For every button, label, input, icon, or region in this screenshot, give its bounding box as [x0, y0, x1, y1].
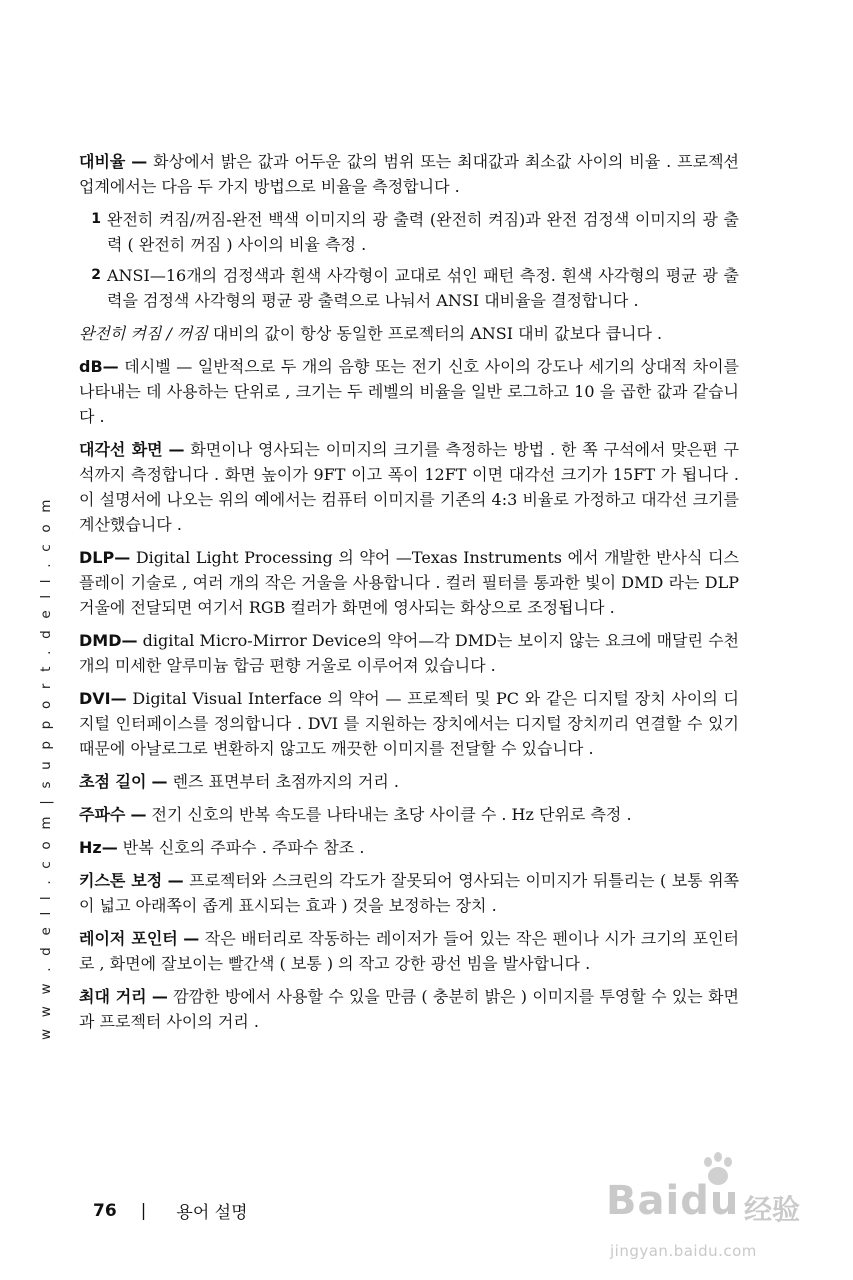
term-contrast: 대비율	[79, 152, 126, 171]
definition-keystone: 프로젝터와 스크린의 각도가 잘못되어 영사되는 이미지가 뒤틀리는 ( 보통 위쪽이 넓고 아래쪽이 좁게 표시되는 효과 ) 것을 보정하는 장치 .	[79, 871, 739, 915]
list-number: 2	[91, 267, 101, 283]
watermark-brand: Baidu	[606, 1178, 740, 1224]
definition-frequency: 전기 신호의 반복 속도를 나타내는 초당 사이클 수 . Hz 단위로 측정 .	[146, 805, 632, 824]
watermark	[606, 1150, 846, 1270]
contrast-note	[79, 321, 739, 346]
page-footer	[93, 1198, 248, 1223]
glossary-entry-diagonal	[79, 437, 739, 537]
glossary-entry-laser	[79, 926, 739, 976]
list-item	[79, 207, 739, 257]
section-title: 용어 설명	[176, 1203, 248, 1223]
term-dash: —	[151, 772, 168, 791]
contrast-method-list	[79, 207, 739, 313]
definition-contrast: 화상에서 밝은 값과 어두운 값의 범위 또는 최대값과 최소값 사이의 비율 . 프로젝션 업계에서는 다음 두 가지 방법으로 비율을 측정합니다 .	[79, 152, 739, 196]
definition-dlp: Digital Light Processing 의 약어 —Texas Instruments 에서 개발한 반사식 디스플레이 기술로 , 여러 개의 작은 거울을 사용합니다 . 컬러 필터를 통과한 빛이 DMD 라는 DLP 거울에 전달되면 여기서 RGB 컬러가 화면에 영사되는 화상으로 조정됩니다 .	[79, 548, 739, 617]
definition-diagonal: 화면이나 영사되는 이미지의 크기를 측정하는 방법 . 한 쪽 구석에서 맞은편 구석까지 측정합니다 . 화면 높이가 9FT 이고 폭이 12FT 이면 대각선 크기가 15FT 가 됩니다 . 이 설명서에 나오는 위의 예에서는 컴퓨터 이미지를 기존의 4:3 비율로 가정하고 대각선 크기를 계산했습니다 .	[79, 440, 739, 534]
term-db: dB	[79, 357, 103, 376]
term-maxdist: 최대 거리	[79, 987, 147, 1006]
glossary-entry-db	[79, 354, 739, 429]
definition-laser: 작은 배터리로 작동하는 레이저가 들어 있는 작은 펜이나 시가 크기의 포인터로 , 화면에 잘보이는 빨간색 ( 보통 ) 의 작고 강한 광선 빔을 발사합니다 .	[79, 929, 739, 973]
list-item	[79, 263, 739, 313]
term-dlp: DLP	[79, 548, 115, 567]
term-keystone: 키스톤 보정	[79, 871, 163, 890]
term-dash: —	[168, 440, 185, 459]
definition-hz: 반복 신호의 주파수 . 주파수 참조 .	[117, 838, 365, 857]
term-hz: Hz	[79, 838, 102, 857]
term-dash: —	[130, 805, 147, 824]
term-dash: —	[151, 987, 168, 1006]
term-dash: —	[102, 357, 119, 376]
footer-separator: |	[140, 1200, 147, 1221]
glossary-entry-contrast	[79, 149, 739, 199]
watermark-url: jingyan.baidu.com	[610, 1242, 757, 1260]
term-dvi: DVI	[79, 689, 111, 708]
term-dash: —	[183, 929, 200, 948]
glossary-entry-frequency	[79, 802, 739, 827]
term-frequency: 주파수	[79, 805, 126, 824]
list-text: ANSI—16개의 검정색과 흰색 사각형이 교대로 섞인 패턴 측정. 흰색 사각형의 평균 광 출력을 검정색 사각형의 평균 광 출력으로 나눠서 ANSI 대비율을 결정합니다 .	[107, 266, 739, 310]
term-dash: —	[101, 838, 118, 857]
term-dash: —	[114, 548, 131, 567]
list-text: 완전히 켜짐/꺼짐-완전 백색 이미지의 광 출력 (완전히 켜짐)과 완전 검정색 이미지의 광 출력 ( 완전히 꺼짐 ) 사이의 비율 측정 .	[107, 210, 739, 254]
term-dmd: DMD	[79, 631, 122, 650]
glossary-entry-dvi	[79, 686, 739, 761]
glossary-entry-hz	[79, 835, 739, 860]
watermark-brand-cn: 经验	[744, 1193, 801, 1226]
note-text: 대비의 값이 항상 동일한 프로젝터의 ANSI 대비 값보다 큽니다 .	[207, 324, 663, 343]
glossary-entry-dmd	[79, 628, 739, 678]
glossary-entry-maxdist	[79, 984, 739, 1034]
term-focal: 초점 길이	[79, 772, 147, 791]
definition-maxdist: 깜깜한 방에서 사용할 수 있을 만큼 ( 충분히 밝은 ) 이미지를 투영할 수 있는 화면과 프로젝터 사이의 거리 .	[79, 987, 739, 1031]
definition-dvi: Digital Visual Interface 의 약어 — 프로젝터 및 PC 와 같은 디지털 장치 사이의 디지털 인터페이스를 정의합니다 . DVI 를 지원하는 장치에서는 디지털 장치끼리 연결할 수 있기 때문에 아날로그로 변환하지 않고도 깨끗한 이미지를 전달할 수 있습니다 .	[79, 689, 739, 758]
term-dash: —	[121, 631, 138, 650]
note-italic: 완전히 켜짐 / 꺼짐	[79, 324, 208, 343]
glossary-content	[79, 149, 739, 1042]
term-dash: —	[110, 689, 127, 708]
sidebar-url: w w w . d e l l . c o m | s u p p o r t . d e l l . c o m	[38, 495, 54, 1040]
glossary-entry-dlp	[79, 545, 739, 620]
definition-db: 데시벨 — 일반적으로 두 개의 음향 또는 전기 신호 사이의 강도나 세기의 상대적 차이를 나타내는 데 사용하는 단위로 , 크기는 두 레벨의 비율을 일반 로그하고 10 을 곱한 값과 같습니다 .	[79, 357, 739, 426]
page-number: 76	[93, 1200, 117, 1221]
term-dash: —	[131, 152, 148, 171]
term-diagonal: 대각선 화면	[79, 440, 163, 459]
glossary-entry-focal	[79, 769, 739, 794]
term-laser: 레이저 포인터	[79, 929, 178, 948]
term-dash: —	[167, 871, 184, 890]
definition-dmd: digital Micro-Mirror Device의 약어—각 DMD는 보이지 않는 요크에 매달린 수천 개의 미세한 알루미늄 합금 편향 거울로 이루어져 있습니다 .	[79, 631, 739, 675]
definition-focal: 렌즈 표면부터 초점까지의 거리 .	[167, 772, 399, 791]
glossary-entry-keystone	[79, 868, 739, 918]
list-number: 1	[91, 211, 101, 227]
